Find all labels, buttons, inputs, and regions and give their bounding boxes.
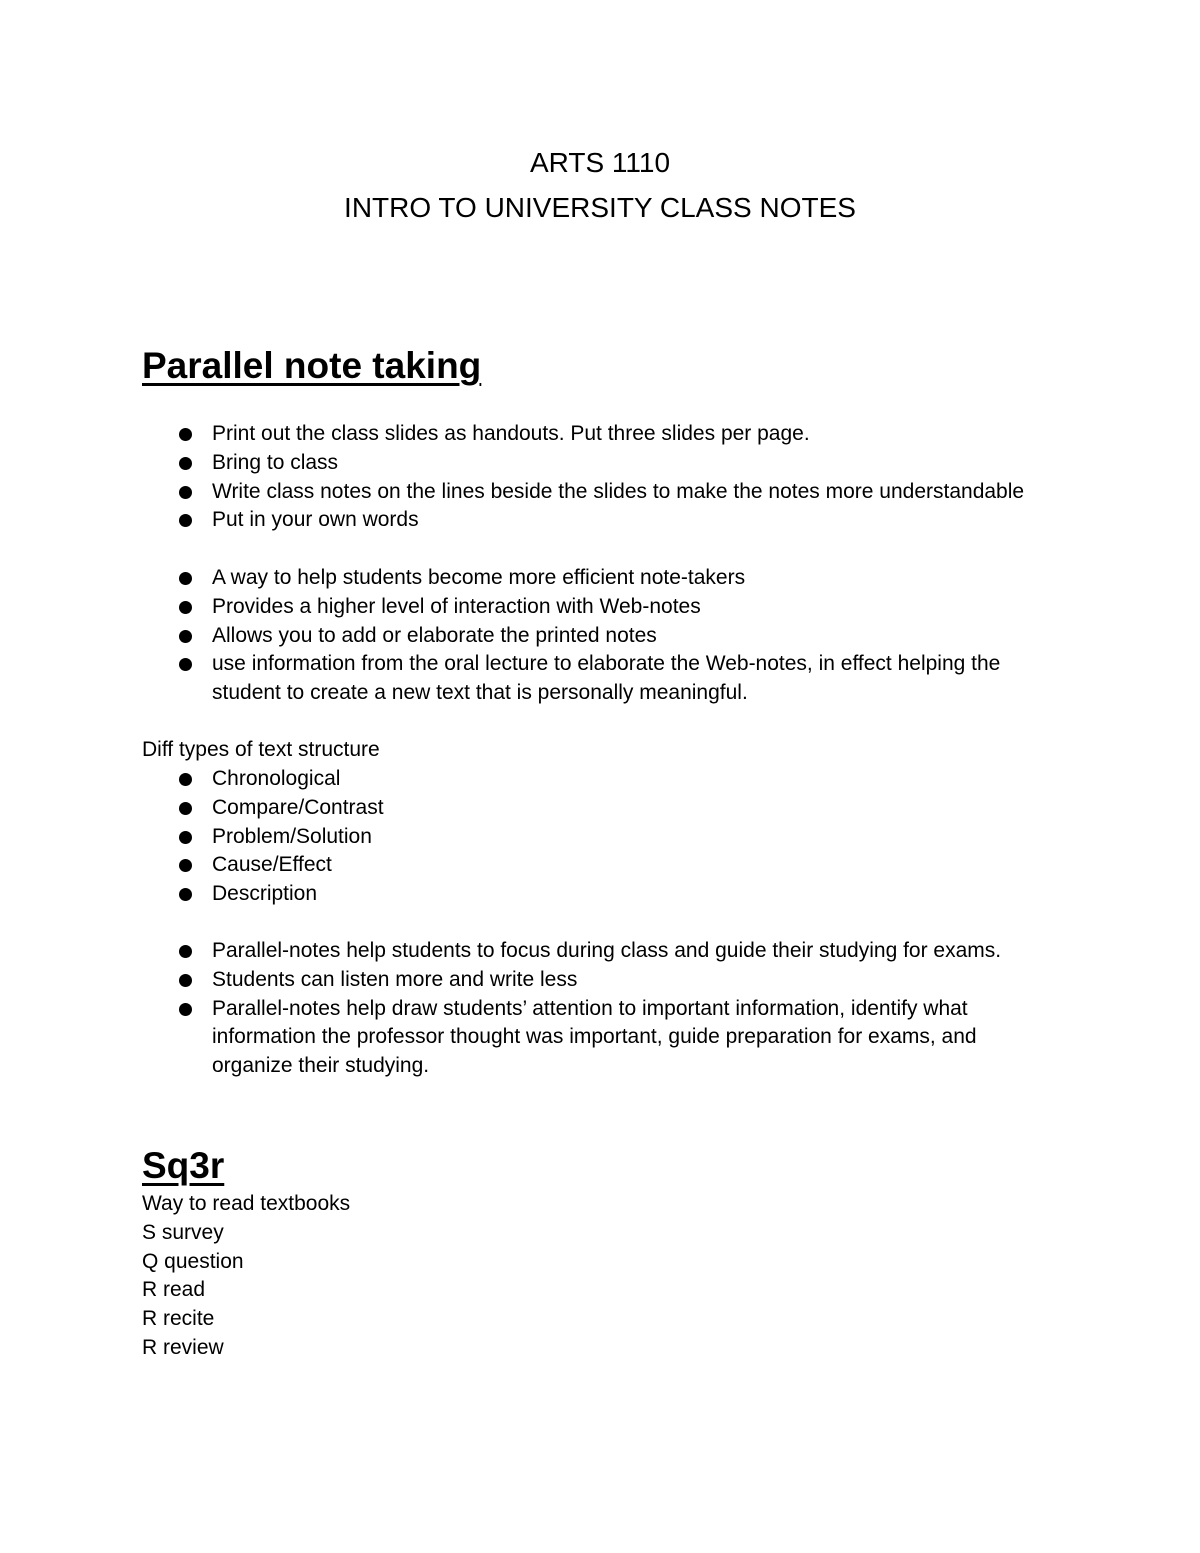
list-item: Students can listen more and write less [142, 966, 1062, 995]
bullet-icon [179, 658, 192, 671]
bullet-icon [179, 601, 192, 614]
bullet-icon [179, 859, 192, 872]
list-item: Problem/Solution [142, 823, 1062, 852]
list-item: Print out the class slides as handouts. Put three slides per page. [142, 420, 1062, 449]
bullet-list-outcomes [142, 937, 1062, 1081]
list-item: A way to help students become more efficient note-takers [142, 564, 1062, 593]
sq3r-line: Way to read textbooks [142, 1192, 351, 1215]
bullet-icon [179, 572, 192, 585]
bullet-list-structures [142, 765, 1062, 909]
bullet-icon [179, 457, 192, 470]
list-item: Description [142, 880, 1062, 909]
bullet-list-benefits [142, 564, 1062, 708]
structure-intro: Diff types of text structure [142, 738, 380, 761]
sq3r-line: R review [142, 1335, 224, 1359]
bullet-icon [179, 1003, 192, 1016]
bullet-icon [179, 974, 192, 987]
bullet-icon [179, 888, 192, 901]
bullet-icon [179, 630, 192, 643]
bullet-icon [179, 831, 192, 844]
bullet-icon [179, 945, 192, 958]
bullet-list-steps [142, 420, 1062, 535]
course-title: INTRO TO UNIVERSITY CLASS NOTES [344, 192, 856, 223]
list-item: use information from the oral lecture to elaborate the Web-notes, in effect helping the student to create a new text that is personally meaningful. [142, 650, 1062, 708]
list-item: Allows you to add or elaborate the printed notes [142, 622, 1062, 651]
sq3r-line: R read [142, 1278, 206, 1302]
course-code: ARTS 1110 [529, 147, 671, 178]
list-item: Put in your own words [142, 506, 1062, 535]
bullet-icon [179, 773, 192, 786]
list-item: Cause/Effect [142, 851, 1062, 880]
bullet-icon [179, 802, 192, 815]
list-item: Parallel-notes help students to focus during class and guide their studying for exams. [142, 937, 1062, 966]
list-item: Bring to class [142, 449, 1062, 478]
section-heading-sq3r: Sq3r [142, 1145, 225, 1186]
sq3r-line: R recite [142, 1307, 215, 1331]
list-item: Compare/Contrast [142, 794, 1062, 823]
sq3r-line: Q question [142, 1249, 244, 1273]
bullet-icon [179, 428, 192, 441]
sq3r-line: S survey [142, 1220, 224, 1244]
list-item: Chronological [142, 765, 1062, 794]
list-item: Parallel-notes help draw students’ attention to important information, identify what information the professor thought was important, guide preparation for exams, and organize their studying. [142, 995, 1062, 1081]
bullet-icon [179, 486, 192, 499]
list-item: Provides a higher level of interaction with Web-notes [142, 593, 1062, 622]
list-item: Write class notes on the lines beside the slides to make the notes more understandable [142, 478, 1062, 507]
sq3r-lines [142, 1190, 1062, 1363]
section-heading-parallel: Parallel note taking [142, 345, 482, 386]
bullet-icon [179, 514, 192, 527]
